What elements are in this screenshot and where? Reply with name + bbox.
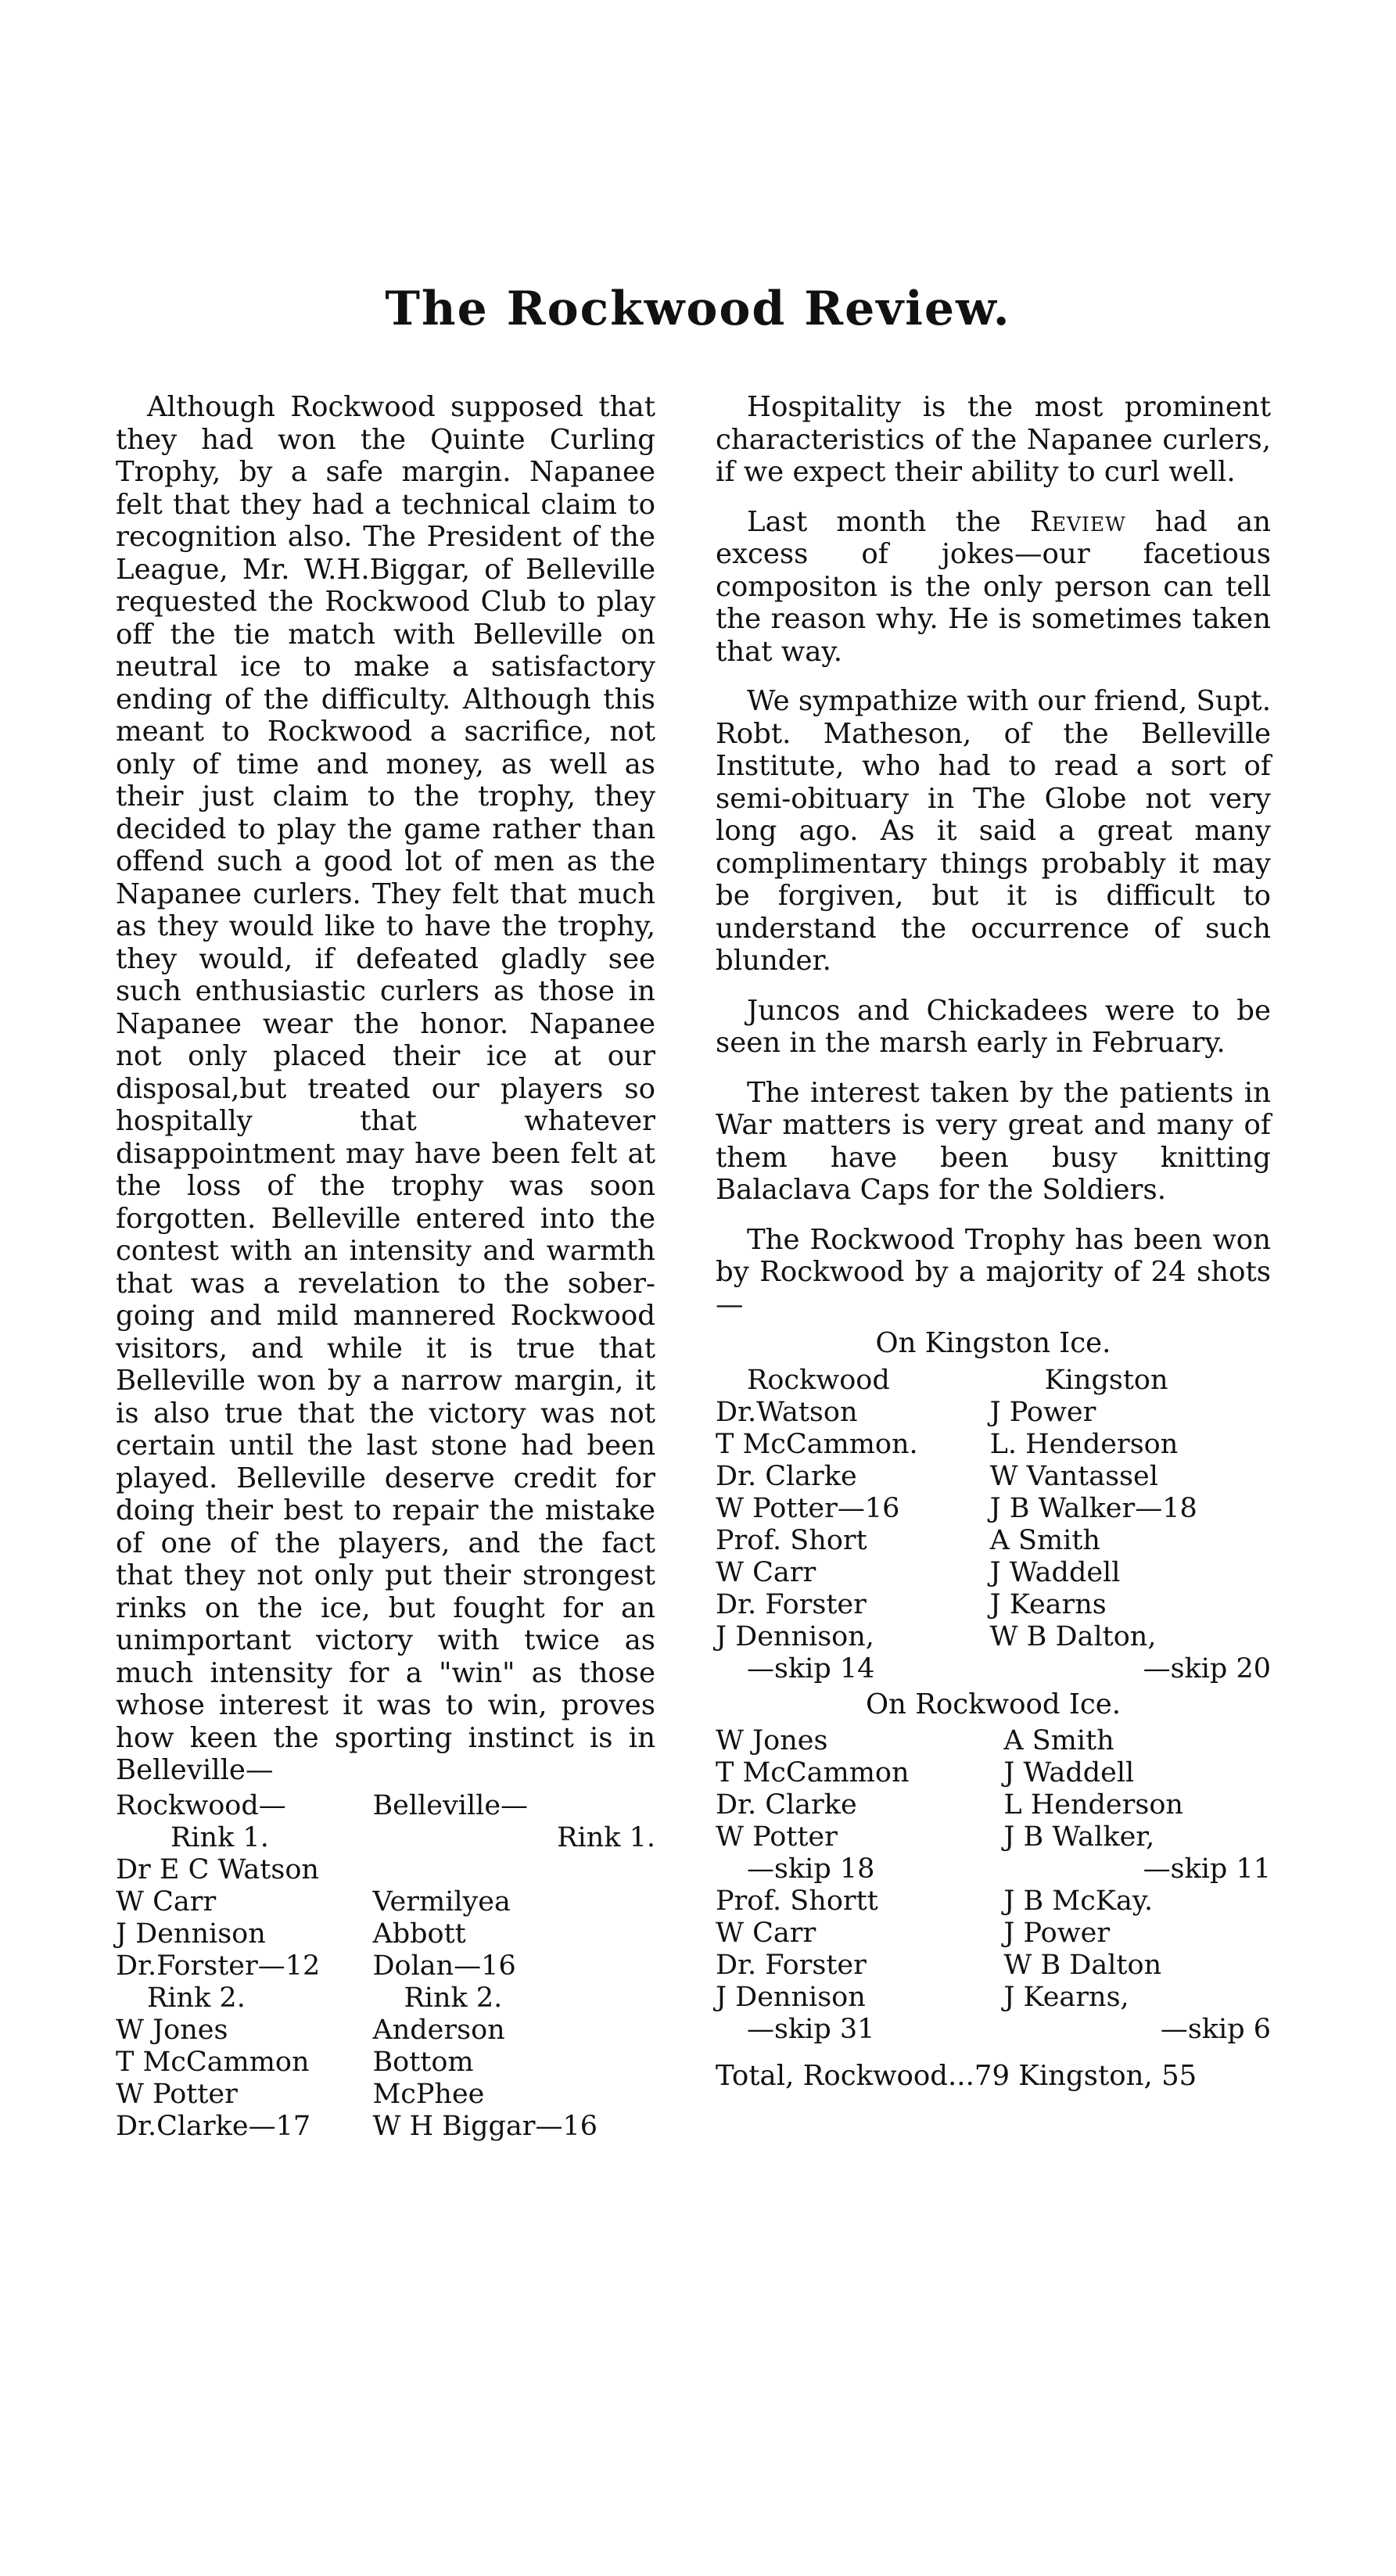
column-header: Rockwood (747, 1364, 890, 1396)
player-name: Prof. Short (716, 1524, 867, 1556)
table-row (116, 2015, 655, 2047)
skip-score: —skip 11 (1143, 1853, 1271, 1885)
skip-row (716, 2014, 1271, 2046)
player-name: T McCammon. (716, 1428, 918, 1460)
skip-score: —skip 6 (1160, 2014, 1271, 2045)
table-row (716, 1918, 1271, 1950)
player-name: J B Walker, (1003, 1821, 1155, 1853)
table-row (716, 1982, 1271, 2014)
player-name: Dr. Forster (716, 1950, 867, 1981)
table-row (116, 1950, 655, 1982)
player-name: A Smith (989, 1524, 1100, 1556)
table-row (716, 1821, 1271, 1853)
note-text: Last month the (747, 505, 1030, 538)
table-row (716, 1557, 1271, 1589)
team-belleville: Belleville— (372, 1789, 529, 1821)
player-name: Dr. Clarke (716, 1460, 857, 1492)
player-name: J Waddell (989, 1556, 1121, 1588)
skip-score: —skip 14 (747, 1652, 875, 1684)
kingston-ice-heading: On Kingston Ice. (875, 1327, 1111, 1359)
skip-score: —skip 31 (747, 2014, 875, 2045)
table-row (716, 1397, 1271, 1429)
player-name: W Potter—16 (716, 1492, 900, 1524)
player-name: W Carr (716, 1556, 816, 1588)
player-name: J Power (1003, 1918, 1111, 1949)
skip-score: —skip 20 (1143, 1652, 1271, 1684)
player-name: Bottom (372, 2046, 474, 2078)
player-name: Anderson (372, 2014, 505, 2046)
note-birds: Juncos and Chickadees were to be seen in the marsh early in February. (716, 994, 1271, 1059)
player-name: W Vantassel (989, 1460, 1158, 1492)
player-name: J Power (989, 1396, 1096, 1428)
column-header: Kingston (1044, 1364, 1168, 1396)
table-row (116, 2079, 655, 2111)
skip-row (716, 1853, 1271, 1885)
table-row (716, 1725, 1271, 1757)
table-row (716, 1757, 1271, 1789)
player-name: Vermilyea (372, 1885, 511, 1918)
rink-label: Rink 2. (404, 1982, 503, 2014)
note-jokes (716, 506, 1271, 669)
player-name: Dr.Watson (716, 1396, 858, 1428)
player-name: Prof. Shortt (716, 1885, 878, 1917)
player-name: W Potter (716, 1821, 838, 1853)
player-name: J Dennison (116, 1918, 266, 1950)
player-name: McPhee (372, 2078, 485, 2110)
player-name: W B Dalton, (989, 1620, 1157, 1652)
rink-label: Rink 2. (147, 1982, 246, 2014)
table-row (716, 1461, 1271, 1493)
belleville-match-table (116, 1790, 655, 2143)
left-column (116, 391, 655, 2143)
kingston-ice-table (716, 1365, 1271, 1685)
player-name: J B McKay. (1003, 1885, 1154, 1917)
total-score: Total, Rockwood...79 Kingston, 55 (716, 2060, 1197, 2092)
player-name: Dr E C Watson (116, 1853, 319, 1885)
player-name: T McCammon (716, 1757, 910, 1788)
player-name: T McCammon (116, 2046, 310, 2078)
table-row (716, 1789, 1271, 1821)
rink-label: Rink 1. (170, 1821, 269, 1853)
review-name: Review (1029, 505, 1126, 538)
player-name: J Dennison (716, 1982, 866, 2013)
player-name: W Carr (716, 1918, 816, 1949)
player-name: J Dennison, (716, 1620, 874, 1652)
note-matheson: We sympathize with our friend, Supt. Robt. Matheson, of the Belleville Institute, who had to read a sort of semi-obituary in The Globe not very long ago. As it said a great many complimentary things probably it may be forgiven, but it is difficult to understand the occurrence of such blunder. (716, 685, 1271, 977)
rockwood-ice-table (716, 1725, 1271, 2046)
table-row (716, 1950, 1271, 1982)
player-name: Dolan—16 (372, 1950, 516, 1982)
right-column (716, 391, 1271, 2093)
player-name: W Potter (116, 2078, 238, 2110)
note-hospitality: Hospitality is the most prominent characteristics of the Napanee curlers, if we expect their ability to curl well. (716, 391, 1271, 488)
table-row (716, 1429, 1271, 1461)
table-row (116, 1918, 655, 1950)
player-name: W B Dalton (1003, 1950, 1162, 1981)
player-name: Dr. Clarke (716, 1789, 857, 1821)
table-row (716, 1621, 1271, 1653)
player-name: J Kearns, (1003, 1982, 1129, 2013)
player-name: W Carr (116, 1885, 217, 1918)
team-rockwood: Rockwood— (116, 1789, 286, 1821)
player-name: J B Walker—18 (989, 1492, 1197, 1524)
table-row (716, 1525, 1271, 1557)
player-name (372, 1854, 655, 1886)
table-row (116, 1886, 655, 1918)
skip-score: —skip 18 (747, 1853, 875, 1885)
player-name: Dr.Forster—12 (116, 1950, 321, 1982)
player-name: W Jones (116, 2014, 228, 2046)
player-name: Dr. Forster (716, 1588, 867, 1620)
table-row (716, 1885, 1271, 1918)
rockwood-ice-heading: On Rockwood Ice. (865, 1688, 1121, 1720)
article-paragraph: Although Rockwood supposed that they had won the Quinte Curling Trophy, by a safe margin. Napanee felt that they had a technical claim to recognition also. The President of the League, Mr. W.H.Biggar, of Belleville requested the Rockwood Club to play off the tie match with Belleville on neutral ice to make a satisfactory ending of the difficulty. Although this meant to Rockwood a sacrifice, not only of time and money, as well as their just claim to the trophy, they decided to play the game rather than offend such a good lot of men as the Napanee curlers. They felt that much as they would like to have the trophy, they would, if defeated gladly see such enthusiastic curlers as those in Napanee wear the honor. Napanee not only placed their ice at our disposal,but treated our players so hospitally that whatever disappointment may have been felt at the loss of the trophy was soon forgotten. Belleville entered into the contest with an intensity and warmth that was a revelation to the sober-going and mild mannered Rockwood visitors, and while it is true that Belleville won by a narrow margin, it is also true that the victory was not certain until the last stone had been played. Belleville deserve credit for doing their best to repair the mistake of one of the players, and the fact that they not only put their strongest rinks on the ice, but fought for an unimportant victory with twice as much intensity for a "win" as those whose interest it was to win, proves how keen the sporting instinct is in Belleville— (116, 391, 655, 1786)
table-row (116, 2111, 655, 2143)
player-name: A Smith (1003, 1725, 1114, 1756)
table-row (116, 1854, 655, 1886)
player-name: Dr.Clarke—17 (116, 2110, 311, 2142)
rink-label: Rink 1. (557, 1821, 655, 1853)
table-row (716, 1589, 1271, 1621)
skip-row (716, 1653, 1271, 1685)
player-name: J Waddell (1003, 1757, 1135, 1788)
note-trophy: The Rockwood Trophy has been won by Rockwood by a majority of 24 shots— (716, 1223, 1271, 1321)
page-title: The Rockwood Review. (385, 282, 1011, 336)
player-name: L Henderson (1003, 1789, 1183, 1821)
player-name: L. Henderson (989, 1428, 1179, 1460)
player-name: J Kearns (989, 1588, 1107, 1620)
table-row (116, 2047, 655, 2079)
player-name: W Jones (716, 1725, 828, 1756)
note-war: The interest taken by the patients in War matters is very great and many of them have been busy knitting Balaclava Caps for the Soldiers. (716, 1076, 1271, 1206)
player-name: W H Biggar—16 (372, 2110, 598, 2142)
player-name: Abbott (372, 1918, 466, 1950)
note-text: had an excess of jokes—our facetious compositon is the only person can tell the reason why. He is sometimes taken that way. (716, 505, 1271, 668)
table-row (716, 1493, 1271, 1525)
